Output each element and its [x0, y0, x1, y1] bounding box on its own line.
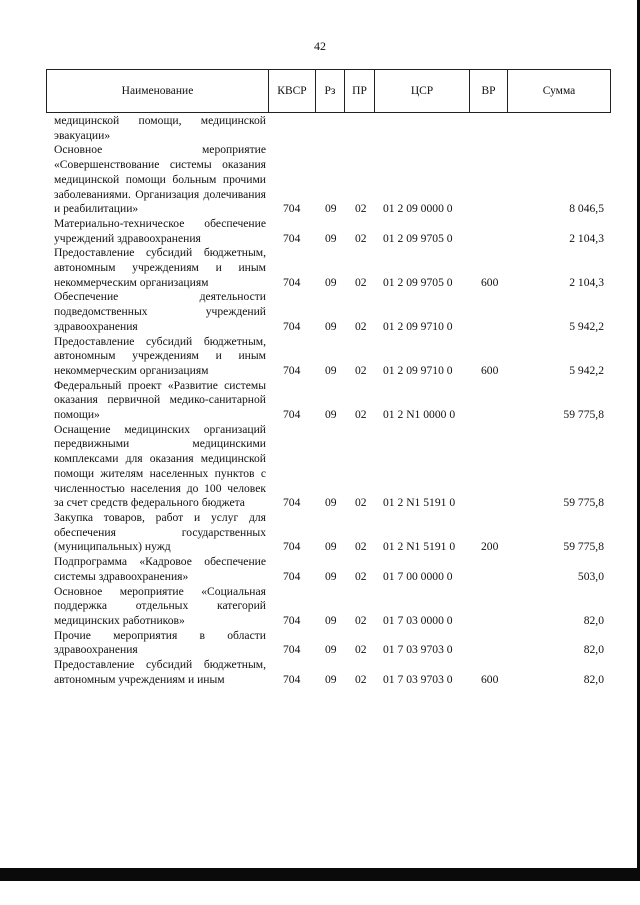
cell-sum: 5 942,2	[569, 363, 604, 377]
table-row	[54, 217, 610, 246]
table-header	[46, 69, 611, 113]
cell-pr: 02	[355, 496, 367, 510]
cell-kvsr: 704	[283, 202, 301, 216]
header-pr: ПР	[345, 70, 375, 113]
cell-name: Основное мероприятие «Совершенствование системы оказания медицинской помощи больным прочими заболеваниями. Организация долечивания и реабилитации»	[54, 143, 266, 216]
cell-name: Прочие мероприятия в области здравоохранения	[54, 628, 266, 657]
cell-sum: 59 775,8	[563, 496, 604, 510]
table-row	[54, 629, 610, 658]
cell-csr: 01 7 03 0000 0	[383, 613, 453, 627]
cell-sum: 82,0	[583, 643, 604, 657]
cell-kvsr: 704	[283, 643, 301, 657]
cell-name: Материально-техническое обеспечение учреждений здравоохранения	[54, 216, 266, 245]
cell-rz: 09	[325, 363, 337, 377]
cell-rz: 09	[325, 231, 337, 245]
table-row	[54, 246, 610, 290]
cell-sum: 5 942,2	[569, 319, 604, 333]
cell-csr: 01 2 09 9705 0	[383, 231, 453, 245]
cell-sum: 2 104,3	[569, 275, 604, 289]
cell-sum: 2 104,3	[569, 231, 604, 245]
cell-csr: 01 2 N1 0000 0	[383, 408, 456, 422]
cell-csr: 01 2 09 0000 0	[383, 202, 453, 216]
cell-name: Предоставление субсидий бюджетным, автономным учреждениям и иным некоммерческим организациям	[54, 246, 266, 289]
cell-kvsr: 704	[283, 540, 301, 554]
cell-kvsr: 704	[283, 496, 301, 510]
cell-name: Федеральный проект «Развитие системы оказания первичной медико-санитарной помощи»	[54, 378, 266, 422]
cell-pr: 02	[355, 540, 367, 554]
cell-sum: 59 775,8	[563, 540, 604, 554]
table-row	[54, 335, 610, 379]
cell-pr: 02	[355, 363, 367, 377]
cell-rz: 09	[325, 672, 337, 686]
table-row	[54, 511, 610, 555]
cell-kvsr: 704	[283, 408, 301, 422]
cell-name: Подпрограмма «Кадровое обеспечение системы здравоохранения»	[54, 555, 266, 583]
cell-csr: 01 2 09 9710 0	[383, 319, 453, 333]
header-kvsr: КВСР	[269, 70, 316, 113]
cell-csr: 01 2 09 9705 0	[383, 275, 453, 289]
cell-pr: 02	[355, 202, 367, 216]
cell-rz: 09	[325, 613, 337, 627]
page-number: 42	[314, 39, 326, 53]
cell-sum: 82,0	[583, 672, 604, 686]
header-vr: ВР	[470, 70, 508, 113]
cell-rz: 09	[325, 319, 337, 333]
cell-rz: 09	[325, 643, 337, 657]
cell-sum: 82,0	[583, 613, 604, 627]
cell-pr: 02	[355, 408, 367, 422]
table-row	[54, 114, 610, 143]
header-sum: Сумма	[508, 70, 611, 113]
cell-pr: 02	[355, 231, 367, 245]
cell-kvsr: 704	[283, 613, 301, 627]
table-row	[54, 585, 610, 629]
cell-rz: 09	[325, 408, 337, 422]
cell-kvsr: 704	[283, 275, 301, 289]
cell-csr: 01 2 N1 5191 0	[383, 540, 456, 554]
cell-name: Обеспечение деятельности подведомственных учреждений здравоохранения	[54, 290, 266, 333]
cell-pr: 02	[355, 569, 367, 583]
cell-rz: 09	[325, 569, 337, 583]
cell-csr: 01 2 09 9710 0	[383, 363, 453, 377]
cell-kvsr: 704	[283, 319, 301, 333]
cell-vr: 600	[481, 672, 499, 686]
cell-sum: 8 046,5	[569, 202, 604, 216]
cell-rz: 09	[325, 540, 337, 554]
cell-name: Оснащение медицинских организаций передвижными медицинскими комплексами для оказания медицинской помощи жителям населенных пунктов с численностью населения до 100 человек за счет средств федерального бюджета	[54, 422, 266, 510]
table-row	[54, 379, 610, 423]
cell-name: Предоставление субсидий бюджетным, автономным учреждениям и иным	[54, 658, 266, 686]
cell-pr: 02	[355, 319, 367, 333]
cell-sum: 503,0	[577, 569, 604, 583]
cell-pr: 02	[355, 643, 367, 657]
table-row	[54, 290, 610, 334]
cell-csr: 01 2 N1 5191 0	[383, 496, 456, 510]
cell-name: Закупка товаров, работ и услуг для обеспечения государственных (муниципальных) нужд	[54, 510, 266, 554]
header-name: Наименование	[47, 70, 269, 113]
cell-name: Предоставление субсидий бюджетным, автономным учреждениям и иным некоммерческим организациям	[54, 334, 266, 377]
cell-rz: 09	[325, 275, 337, 289]
cell-kvsr: 704	[283, 672, 301, 686]
table-body	[54, 114, 610, 687]
table-row	[54, 555, 610, 584]
header-rz: Рз	[316, 70, 345, 113]
cell-csr: 01 7 03 9703 0	[383, 643, 453, 657]
cell-pr: 02	[355, 275, 367, 289]
cell-vr: 600	[481, 275, 499, 289]
cell-rz: 09	[325, 496, 337, 510]
header-csr: ЦСР	[375, 70, 470, 113]
cell-csr: 01 7 00 0000 0	[383, 569, 453, 583]
cell-sum: 59 775,8	[563, 408, 604, 422]
cell-pr: 02	[355, 672, 367, 686]
cell-kvsr: 704	[283, 231, 301, 245]
cell-vr: 200	[481, 540, 499, 554]
cell-name: Основное мероприятие «Социальная поддержка отдельных категорий медицинских работников»	[54, 584, 266, 627]
table-row	[54, 658, 610, 687]
cell-name: медицинской помощи, медицинской эвакуации»	[54, 114, 266, 142]
cell-vr: 600	[481, 363, 499, 377]
cell-pr: 02	[355, 613, 367, 627]
table-row	[54, 423, 610, 511]
cell-kvsr: 704	[283, 363, 301, 377]
scan-border-bottom	[0, 868, 640, 881]
cell-csr: 01 7 03 9703 0	[383, 672, 453, 686]
table-row	[54, 143, 610, 217]
cell-kvsr: 704	[283, 569, 301, 583]
cell-rz: 09	[325, 202, 337, 216]
